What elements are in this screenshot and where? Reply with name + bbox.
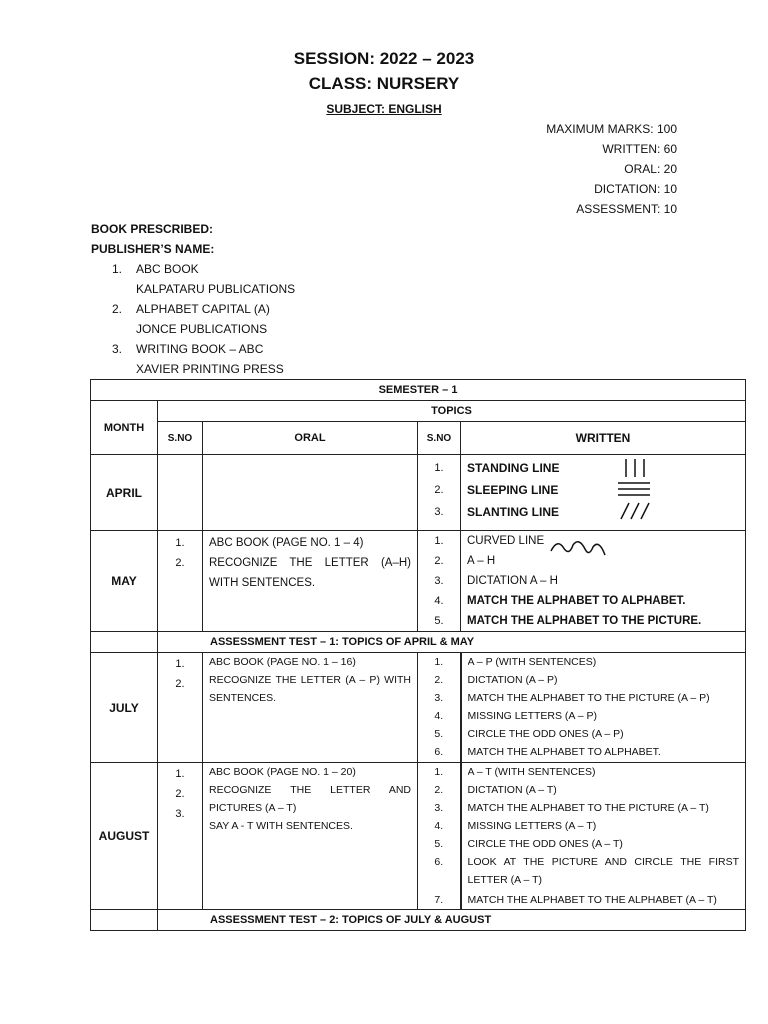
april-oral-sno [158,455,203,531]
april-written-sno: 1. 2. 3. [418,455,461,531]
august-written-sno: 1. 2. 3. 4. 5. 6. 7. [418,763,461,910]
line-drawings-icon [613,457,663,523]
written-marks: WRITTEN: 60 [602,142,677,156]
may-oral: ABC BOOK (PAGE NO. 1 – 4) RECOGNIZE THE LETTER (A–H) WITH SENTENCES. [203,531,418,632]
books-block [91,219,295,379]
book-prescribed-label: BOOK PRESCRIBED: [91,222,214,236]
assessment-marks: ASSESSMENT: 10 [576,202,677,216]
may-oral-sno: 1. 2. [158,531,203,632]
book-publisher: KALPATARU PUBLICATIONS [136,282,296,296]
written-header: WRITTEN [461,422,746,455]
semester-header: SEMESTER – 1 [91,380,746,401]
class-title: CLASS: NURSERY [308,74,460,93]
book-item: 2. ALPHABET CAPITAL (A) [112,302,270,316]
may-written: CURVED LINE A – H DICTATION A – H MATCH THE ALPHABET TO ALPHABET. MATCH THE ALPHABET TO THE PICTURE. [461,531,746,632]
month-july: JULY [91,653,158,763]
assessment-test-1: ASSESSMENT TEST – 1: TOPICS OF APRIL & MAY [158,632,746,653]
month-header: MONTH [91,401,158,455]
marks-block [546,119,677,219]
month-april: APRIL [91,455,158,531]
book-item: 1. ABC BOOK [112,262,199,276]
book-title: WRITING BOOK – ABC [136,342,264,356]
august-written: A – T (WITH SENTENCES) DICTATION (A – T) MATCH THE ALPHABET TO THE PICTURE (A – T) MISSING LETTERS (A – T) CIRCLE THE ODD ONES (A – T) LOOK AT THE PICTURE AND CIRCLE THE FIRST LETTER (A – T) MATCH THE ALPHABET TO THE ALPHABET (A – T) [461,763,746,910]
july-oral-sno: 1. 2. [158,653,203,763]
august-oral-sno: 1. 2. 3. [158,763,203,910]
written-sno-header: S.NO [418,422,461,455]
syllabus-table [90,379,746,931]
july-oral: ABC BOOK (PAGE NO. 1 – 16) RECOGNIZE THE LETTER (A – P) WITH SENTENCES. [203,653,418,763]
session-title: SESSION: 2022 – 2023 [293,49,475,68]
july-written-sno: 1. 2. 3. 4. 5. 6. [418,653,461,763]
april-oral [203,455,418,531]
august-oral: ABC BOOK (PAGE NO. 1 – 20) RECOGNIZE THE LETTER AND PICTURES (A – T) SAY A - T WITH SENTENCES. [203,763,418,910]
curved-line-icon [549,537,609,561]
oral-header: ORAL [203,422,418,455]
publisher-label: PUBLISHER’S NAME: [91,242,215,256]
max-marks: MAXIMUM MARKS: 100 [546,122,677,136]
month-may: MAY [91,531,158,632]
april-written: STANDING LINE SLEEPING LINE SLANTING LINE [461,455,746,531]
book-publisher: XAVIER PRINTING PRESS [136,362,284,376]
assessment1-month-cell [91,632,158,653]
book-title: ALPHABET CAPITAL (A) [136,302,270,316]
oral-marks: ORAL: 20 [624,162,677,176]
oral-sno-header: S.NO [158,422,203,455]
subject-title: SUBJECT: ENGLISH [326,102,442,116]
july-written: A – P (WITH SENTENCES) DICTATION (A – P) MATCH THE ALPHABET TO THE PICTURE (A – P) MISSING LETTERS (A – P) CIRCLE THE ODD ONES (A – P) MATCH THE ALPHABET TO ALPHABET. [461,653,746,763]
assessment-test-2: ASSESSMENT TEST – 2: TOPICS OF JULY & AUGUST [158,910,746,931]
dictation-marks: DICTATION: 10 [594,182,677,196]
book-title: ABC BOOK [136,262,199,276]
assessment2-month-cell [91,910,158,931]
book-item: 3. WRITING BOOK – ABC [112,342,264,356]
topics-header: TOPICS [158,401,746,422]
month-august: AUGUST [91,763,158,910]
book-publisher: JONCE PUBLICATIONS [136,322,268,336]
may-written-sno: 1. 2. 3. 4. 5. [418,531,461,632]
